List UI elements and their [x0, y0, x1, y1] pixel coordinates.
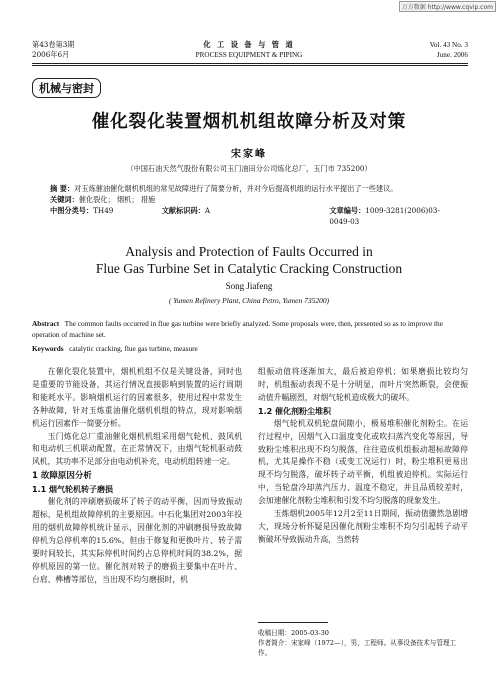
journal-name-en: PROCESS EQUIPMENT & PIPING [195, 51, 303, 59]
volume-line: Vol. 43 No. 3 [429, 41, 468, 49]
doc-value: A [204, 206, 211, 215]
body-paragraph: 烟气轮机双机轮盘间隙小，极易堆积催化剂粉尘。在运行过程中，因烟气入口温度变化或吹扫蒸汽变化等原因，导致粉尘堆积出现不均匀脱落，往往造成机组振动超标故障停机，尤其是操作不稳（或变工况运行）时，粉尘堆积更易出现不均匀脱落，破坏转子动平衡，机组被迫停机。实际运行中，当轮盘冷却蒸汽压力、温度不稳定，并且品质较差时，会加速催化剂粉尘堆积和引发不均匀脱落的现象发生。 [258, 418, 468, 506]
doc-label: 文献标识码： [161, 206, 205, 215]
journal-name-cn: 化 工 设 备 与 管 道 [203, 40, 295, 49]
abstract-cn [50, 183, 460, 227]
article-value: 1009-3281(2006)03-0049-03 [329, 206, 440, 226]
body-paragraph: 在催化裂化装置中，烟机机组不仅是关键设备，同时也是重要的节能设备，其运行情况直接影响到装置的运行周期和能耗水平。影响烟机运行的因素很多，使用过程中常发生各种故障，针对玉炼重油催化烟机机组的特点，现对影响烟机运行因素作一简要分析。 [32, 367, 242, 428]
watermark-badge: 万方数据 http://www.cqvip.com [399, 1, 496, 12]
journal-name [0, 40, 498, 60]
en-abstract-text: The common faults occurred in flue gas turbine were briefly analyzed. Some proposals were, then, presented so as to improve the operation of machine set. [32, 319, 443, 339]
footnote-rule [258, 622, 328, 623]
header-rule-double [32, 65, 468, 66]
column-tag: 机械与密封 [32, 78, 101, 98]
header-rule [32, 63, 468, 64]
en-title-line2: Flue Gas Turbine Set in Catalytic Cracking Construction [95, 261, 403, 276]
author-name: 宋家峰 [231, 149, 267, 160]
affiliation: （中国石油天然气股份有限公司玉门油田分公司炼化总厂，玉门市 735200） [126, 164, 372, 173]
date-en-line: June. 2006 [436, 51, 468, 59]
abstract-cn-text: 对玉炼催油催化烟机机组的常见故障进行了简要分析，并对今后提高机组的运行水平提出了一些建议。 [74, 184, 398, 193]
keywords-cn-label: 关键词： [50, 195, 79, 204]
footnote [258, 628, 468, 658]
section-heading: 1 故障原因分析 [32, 471, 92, 482]
left-column [32, 366, 242, 587]
subsection-heading: 1.1 烟气轮机转子磨损 [32, 485, 113, 495]
en-affiliation: ( Yumen Refinery Plant, China Petro, Yumen 735200) [168, 296, 330, 305]
keywords-cn-text: 催化裂化； 烟机； 措施 [78, 195, 156, 204]
right-column [258, 366, 468, 547]
en-author: Song Jiafeng [225, 281, 273, 291]
en-keywords-text: catalytic cracking, flue gas turbine, measure [69, 344, 198, 353]
abstract-cn-label: 摘 要： [50, 184, 75, 193]
date-line: 2006年6月 [32, 50, 70, 59]
en-keywords [32, 343, 468, 354]
body-paragraph: 玉炼烟机2005年12月2至11日期间，振动值骤然急剧增大，现场分析怀疑是因催化剂粉尘堆积不均匀引起转子动平衡破坏导致振动升高，当然转 [258, 509, 468, 544]
en-abstract-label: Abstract [32, 319, 60, 328]
clc-value: TH49 [93, 206, 114, 215]
clc-label: 中图分类号： [50, 206, 94, 215]
en-title-line1: Analysis and Protection of Faults Occurred in [125, 244, 373, 259]
classification-row [50, 205, 460, 227]
en-abstract [32, 318, 468, 340]
subsection-heading: 1.2 催化剂粉尘堆积 [258, 406, 331, 416]
body-paragraph: 催化剂的冲刷磨损破坏了转子的动平衡，因而导致振动超标，是机组故障停机的主要原因。中石化集团对2003年投用的烟机故障停机统计显示，因催化剂的冲刷磨损导致故障停机为总停机率的15.6%。但由于修复和更换叶片、转子需要时间较长，其实际停机时间约占总停机时间的38.2%，据停机原因的第一位。催化剂对转子的磨损主要集中在叶片、台肩、榫槽等部位，当出现不均匀磨损时，机 [32, 497, 242, 584]
en-title [0, 243, 498, 277]
paper-title: 催化裂化装置烟机机组故障分析及对策 [91, 112, 407, 132]
journal-volume [430, 40, 468, 60]
author-bio: 作者简介：宋家峰（1972—），男，工程师。从事设备技术与管理工作。 [258, 639, 457, 657]
body-paragraph: 组振动值将逐渐加大，最后被迫停机；如果磨损比较均匀时，机组振动表现不是十分明显，而叶片突然断裂，会使振动值升幅剧烈，对烟气轮机造成极大的破坏。 [258, 367, 468, 402]
received-date: 收稿日期：2005-03-30 [258, 629, 329, 637]
body-paragraph: 玉门炼化总厂重油催化烟机机组采用烟气轮机、鼓风机和电动机三机联动配置，在正常情况下，由烟气轮机驱动鼓风机，其功率不足部分由电动机补充，电动机组转速一定。 [32, 431, 242, 467]
en-keywords-label: Keywords [32, 344, 64, 353]
article-label: 文章编号： [329, 206, 366, 215]
issue-line: 第43卷第3期 [32, 40, 75, 49]
